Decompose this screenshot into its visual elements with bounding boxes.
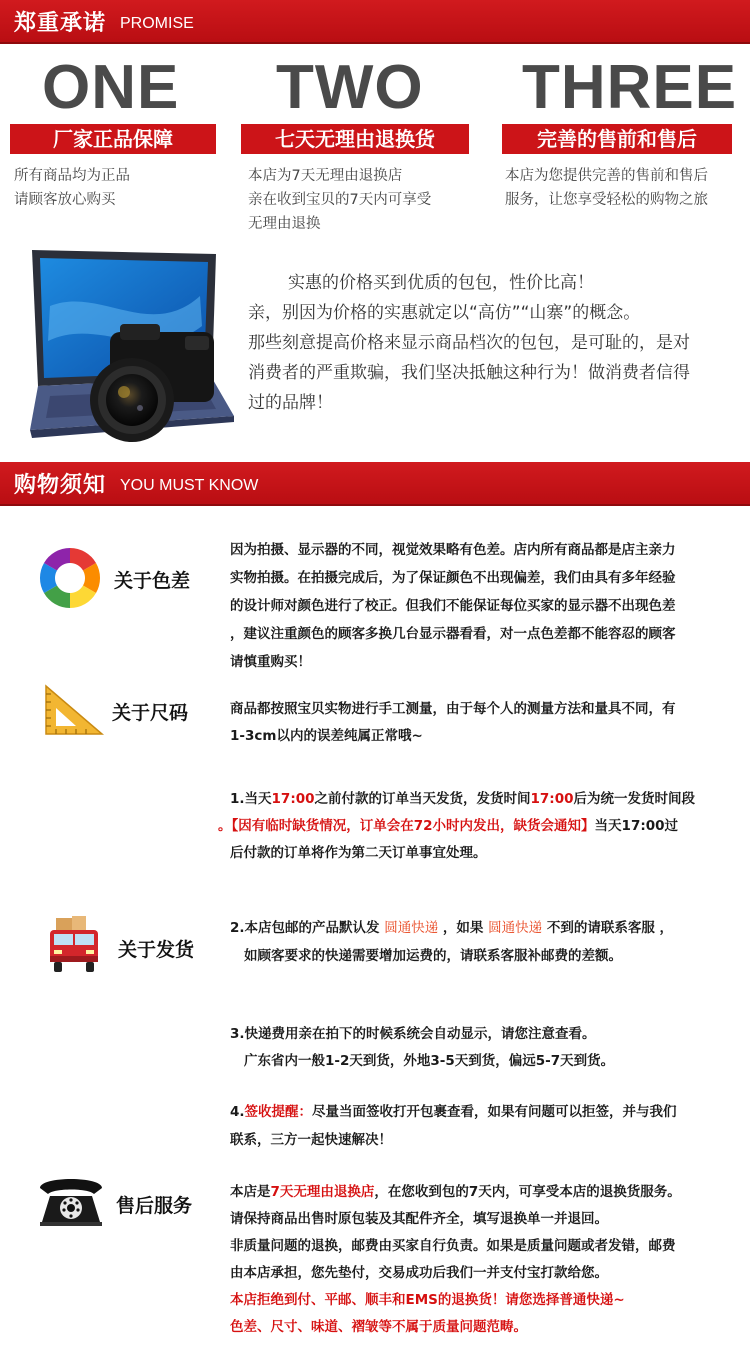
promise-title-return: 七天无理由退换货 (241, 124, 469, 154)
aftersale-label: 售后服务 (116, 1195, 193, 1217)
notes-section-header (0, 462, 750, 506)
shipping-para-1-line-1: 1.当天17:00之前付款的订单当天发货，发货时间17:00后为统一发货时间段 (230, 791, 695, 807)
shipping-para-2-line-1: 2.本店包邮的产品默认发 圆通快递 ，如果 圆通快递 不到的请联系客服 ， (230, 920, 674, 936)
shipping-para-4-line-2: 联系，三方一起快速解决！ (230, 1132, 392, 1148)
shipping-para-1-line-2: 。【因有临时缺货情况，订单会在72小时内发出，缺货会通知】当天17:00过 (218, 818, 679, 834)
color-line-4: ，建议注重颜色的顾客多换几台显示器看看，对一点色差都不能容忍的顾客 (230, 626, 676, 642)
aftersale-line-5: 本店拒绝到付、平邮、顺丰和EMS的退换货！请您选择普通快递~ (230, 1292, 625, 1308)
pitch-line-5: 过的品牌！ (248, 393, 333, 413)
return-policy-highlight: 7天无理由退换店 (270, 1184, 375, 1200)
color-line-5: 请慎重购买！ (230, 654, 311, 670)
aftersale-line-3: 非质量问题的退换，邮费由买家自行负责。如果是质量问题或者发错，邮费 (230, 1238, 676, 1254)
laptop-camera-image (20, 246, 240, 442)
notes-title: 购物须知 (14, 473, 107, 498)
shipping-label: 关于发货 (118, 939, 195, 961)
header-divider (0, 42, 750, 44)
promise-title-genuine: 厂家正品保障 (10, 124, 216, 154)
promise-title-service: 完善的售前和售后 (502, 124, 732, 154)
color-line-3: 的设计师对颜色进行了校正。但我们不能保证每位买家的显示器不出现色差 (230, 598, 676, 614)
shipping-para-4-line-1: 4.签收提醒：尽量当面签收打开包裹查看，如果有问题可以拒签，并与我们 (230, 1104, 677, 1120)
stock-warning: 。【因有临时缺货情况，订单会在72小时内发出，缺货会通知】 (218, 818, 595, 834)
notes-title-en: YOU MUST KNOW (120, 477, 259, 494)
promise-number-one: ONE (42, 53, 180, 122)
aftersale-line-2: 请保持商品出售时原包装及其配件齐全，填写退换单一并退回。 (230, 1211, 608, 1227)
size-line-2: 1-3cm以内的误差纯属正常哦~ (230, 728, 423, 744)
promise-title: 郑重承诺 (14, 11, 107, 36)
courier-name: 圆通快递 (488, 920, 543, 936)
pitch-line-1: 实惠的价格买到优质的包包，性价比高！ (288, 273, 594, 293)
color-line-2: 实物拍摄。在拍摄完成后，为了保证颜色不出现偏差，我们由具有多年经验 (230, 570, 676, 586)
triangle-ruler-icon (42, 682, 106, 738)
header-divider (0, 504, 750, 506)
color-label: 关于色差 (114, 570, 191, 592)
shipping-cutoff-time: 17:00 (271, 791, 315, 807)
promise-number-three: THREE (522, 53, 738, 122)
courier-name: 圆通快递 (384, 920, 439, 936)
promise-section-header (0, 0, 750, 44)
color-line-1: 因为拍摄、显示器的不同，视觉效果略有色差。店内所有商品都是店主亲力 (230, 542, 676, 558)
delivery-truck-icon (42, 914, 106, 978)
shipping-para-3-line-1: 3.快递费用亲在拍下的时候系统会自动显示，请您注意查看。 (230, 1026, 596, 1042)
promise-desc-service: 本店为您提供完善的售前和售后 服务，让您享受轻松的购物之旅 (505, 168, 708, 208)
shipping-para-3-line-2: 广东省内一般1-2天到货，外地3-5天到货，偏远5-7天到货。 (244, 1053, 615, 1069)
pitch-line-2: 亲，别因为价格的实惠就定以“高仿”“山寨”的概念。 (248, 303, 641, 323)
signing-reminder: 签收提醒： (244, 1104, 313, 1120)
color-wheel-icon (38, 546, 102, 610)
aftersale-line-6: 色差、尺寸、味道、褶皱等不属于质量问题范畴。 (230, 1319, 527, 1335)
pitch-line-3: 那些刻意提高价格来显示商品档次的包包，是可耻的，是对 (248, 333, 690, 353)
size-label: 关于尺码 (112, 702, 189, 724)
promise-desc-genuine: 所有商品均为正品 请顾客放心购买 (14, 168, 130, 208)
aftersale-line-4: 由本店承担，您先垫付，交易成功后我们一并支付宝打款给您。 (230, 1265, 608, 1281)
promise-title-en: PROMISE (120, 15, 194, 32)
promise-number-two: TWO (276, 53, 424, 122)
aftersale-line-1: 本店是7天无理由退换店，在您收到包的7天内，可享受本店的退换货服务。 (230, 1184, 681, 1200)
pitch-line-4: 消费者的严重欺骗，我们坚决抵触这种行为！做消费者信得 (248, 363, 690, 383)
shipping-cutoff-time: 17:00 (530, 791, 574, 807)
size-line-1: 商品都按照宝贝实物进行手工测量，由于每个人的测量方法和量具不同，有 (230, 701, 676, 717)
telephone-icon (36, 1170, 106, 1230)
shipping-para-1-line-3: 后付款的订单将作为第二天订单事宜处理。 (230, 845, 487, 861)
promise-desc-return: 本店为7天无理由退换店 亲在收到宝贝的7天内可享受 无理由退换 (248, 168, 432, 232)
shipping-para-2-line-2: 如顾客要求的快递需要增加运费的，请联系客服补邮费的差额。 (244, 948, 622, 964)
